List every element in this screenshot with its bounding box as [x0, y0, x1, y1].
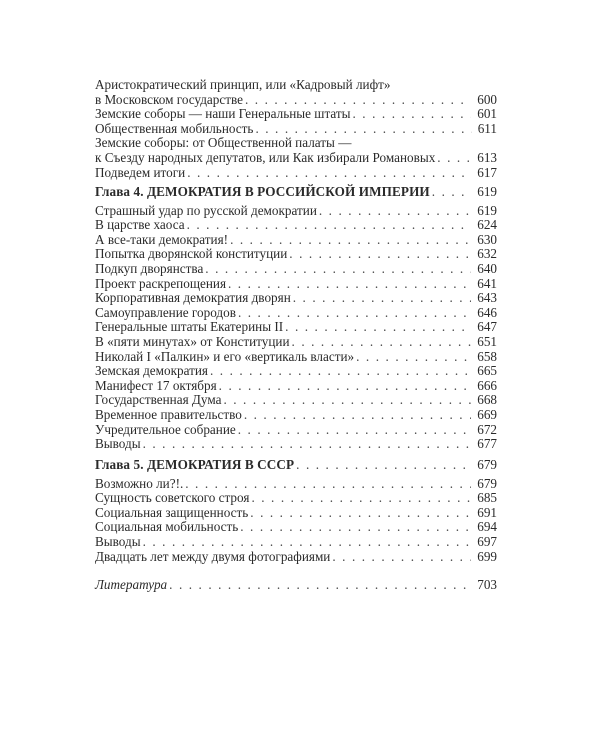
toc-entry[interactable]: [95, 491, 497, 506]
page-number: 699: [477, 548, 497, 564]
entry-title: Земские соборы — наши Генеральные штаты: [95, 106, 351, 122]
page-number: 691: [477, 504, 497, 520]
dot-leader: [187, 166, 471, 181]
toc-entry[interactable]: [95, 122, 497, 137]
dot-leader: [245, 93, 471, 108]
toc-entry[interactable]: [95, 262, 497, 277]
toc-entry[interactable]: [95, 277, 497, 292]
entry-title: Государственная Дума: [95, 392, 222, 408]
chapter-title: Глава 4. ДЕМОКРАТИЯ В РОССИЙСКОЙ ИМПЕРИИ: [95, 184, 430, 199]
entry-title: Двадцать лет между двумя фотографиями: [95, 548, 331, 564]
page-number: 685: [477, 490, 497, 506]
toc-entry[interactable]: [95, 166, 497, 181]
toc-entry[interactable]: [95, 218, 497, 233]
toc-entry-first-line: [95, 136, 497, 151]
page-number: 646: [477, 304, 497, 320]
toc-entry[interactable]: [95, 291, 497, 306]
chapter-heading[interactable]: [95, 185, 497, 200]
dot-leader: [223, 393, 471, 408]
page-number: 611: [477, 120, 497, 136]
dot-leader: [255, 122, 471, 137]
toc-entry[interactable]: [95, 93, 497, 108]
entry-title-line: Аристократический принцип, или «Кадровый лифт»: [95, 77, 391, 92]
toc-section-literature: [95, 578, 497, 593]
toc-entry[interactable]: [95, 364, 497, 379]
entry-title: Общественная мобильность: [95, 120, 254, 136]
dot-leader: [289, 247, 471, 262]
page-number: 643: [477, 290, 497, 306]
toc-section-intro: [95, 78, 497, 180]
dot-leader: [332, 550, 471, 565]
dot-leader: [285, 320, 471, 335]
dot-leader: [238, 306, 471, 321]
entry-title: Попытка дворянской конституции: [95, 246, 288, 262]
entry-title: Выводы: [95, 533, 141, 549]
toc-entry[interactable]: [95, 335, 497, 350]
dot-leader: [185, 477, 471, 492]
toc-entry[interactable]: [95, 506, 497, 521]
dot-leader: [143, 437, 472, 452]
dot-leader: [356, 350, 471, 365]
entry-title: Временное правительство: [95, 406, 242, 422]
page-number: 651: [477, 333, 497, 349]
entry-title: Социальная защищенность: [95, 504, 249, 520]
toc-entry[interactable]: [95, 204, 497, 219]
toc-entry[interactable]: [95, 393, 497, 408]
dot-leader: [230, 233, 471, 248]
toc-entry[interactable]: [95, 520, 497, 535]
entry-title: Генеральные штаты Екатерины II: [95, 319, 284, 335]
entry-title: Выводы: [95, 436, 141, 452]
entry-title: Социальная мобильность: [95, 519, 239, 535]
entry-title: Сущность советского строя: [95, 490, 250, 506]
page-number: 658: [477, 348, 497, 364]
toc-section-chapter-5: [95, 458, 497, 564]
entry-title: Литература: [95, 577, 168, 592]
chapter-title: Глава 5. ДЕМОКРАТИЯ В СССР: [95, 457, 295, 472]
page-number: 600: [477, 91, 497, 107]
dot-leader: [319, 204, 471, 219]
dot-leader: [437, 151, 471, 166]
page-number: 697: [477, 533, 497, 549]
entry-title: Манифест 17 октября: [95, 377, 217, 393]
page-number: 641: [477, 275, 497, 291]
toc-entry[interactable]: [95, 107, 497, 122]
entry-title: Возможно ли?!.: [95, 475, 184, 491]
entry-title: Проект раскрепощения: [95, 275, 227, 291]
toc-entry[interactable]: [95, 306, 497, 321]
page-number: 619: [477, 202, 497, 218]
dot-leader: [244, 408, 471, 423]
toc-entry[interactable]: [95, 247, 497, 262]
dot-leader: [250, 506, 471, 521]
entry-title: в Московском государстве: [95, 91, 243, 107]
toc-entry[interactable]: [95, 320, 497, 335]
page-number: 668: [477, 392, 497, 408]
page-number: 669: [477, 406, 497, 422]
dot-leader: [238, 423, 471, 438]
dot-leader: [292, 335, 472, 350]
dot-leader: [353, 107, 472, 122]
entry-title: Подкуп дворянства: [95, 260, 204, 276]
toc-entry[interactable]: [95, 550, 497, 565]
entry-title: Подведем итоги: [95, 164, 186, 180]
toc-entry[interactable]: [95, 379, 497, 394]
dot-leader: [219, 379, 472, 394]
page-number: 672: [477, 421, 497, 437]
dot-leader: [210, 364, 471, 379]
dot-leader: [432, 185, 471, 200]
page-number: 647: [477, 319, 497, 335]
page-number: 694: [477, 519, 497, 535]
entry-title: Учредительное собрание: [95, 421, 236, 437]
page-number: 624: [477, 217, 497, 233]
page-number: 617: [477, 164, 497, 180]
page-number: 619: [477, 184, 497, 199]
dot-leader: [251, 491, 471, 506]
dot-leader: [293, 291, 471, 306]
dot-leader: [143, 535, 472, 550]
page-number: 632: [477, 246, 497, 262]
entry-title-line: Земские соборы: от Общественной палаты —: [95, 135, 352, 151]
page-number: 601: [477, 106, 497, 122]
entry-title: В царстве хаоса: [95, 217, 185, 233]
toc-entry[interactable]: [95, 535, 497, 550]
page-number: 630: [477, 231, 497, 247]
toc-entry[interactable]: [95, 578, 497, 593]
entry-title: Страшный удар по русской демократии: [95, 202, 317, 218]
entry-title: В «пяти минутах» от Конституции: [95, 333, 290, 349]
page-number: 679: [477, 475, 497, 491]
page-number: 679: [477, 457, 497, 472]
page-number: 613: [477, 149, 497, 165]
dot-leader: [228, 277, 471, 292]
dot-leader: [169, 578, 471, 593]
entry-title: Самоуправление городов: [95, 304, 236, 320]
toc-entry[interactable]: [95, 437, 497, 452]
entry-title: А все-таки демократия!: [95, 231, 229, 247]
toc-entry[interactable]: [95, 151, 497, 166]
toc-entry[interactable]: [95, 233, 497, 248]
toc-section-chapter-4: [95, 185, 497, 452]
dot-leader: [240, 520, 471, 535]
dot-leader: [296, 458, 471, 473]
page-number: 677: [477, 436, 497, 452]
page-number: 640: [477, 260, 497, 276]
dot-leader: [187, 218, 472, 233]
toc-entry[interactable]: [95, 423, 497, 438]
dot-leader: [205, 262, 471, 277]
toc-entry[interactable]: [95, 408, 497, 423]
toc-entry[interactable]: [95, 350, 497, 365]
page-number: 703: [477, 577, 497, 592]
chapter-heading[interactable]: [95, 458, 497, 473]
entry-title: к Съезду народных депутатов, или Как избирали Романовых: [95, 149, 436, 165]
toc-entry[interactable]: [95, 477, 497, 492]
page-number: 666: [477, 377, 497, 393]
page-number: 665: [477, 363, 497, 379]
entry-title: Николай I «Палкин» и его «вертикаль власти»: [95, 348, 355, 364]
entry-title: Корпоративная демократия дворян: [95, 290, 291, 306]
entry-title: Земская демократия: [95, 363, 208, 379]
toc-entry-first-line: [95, 78, 497, 93]
